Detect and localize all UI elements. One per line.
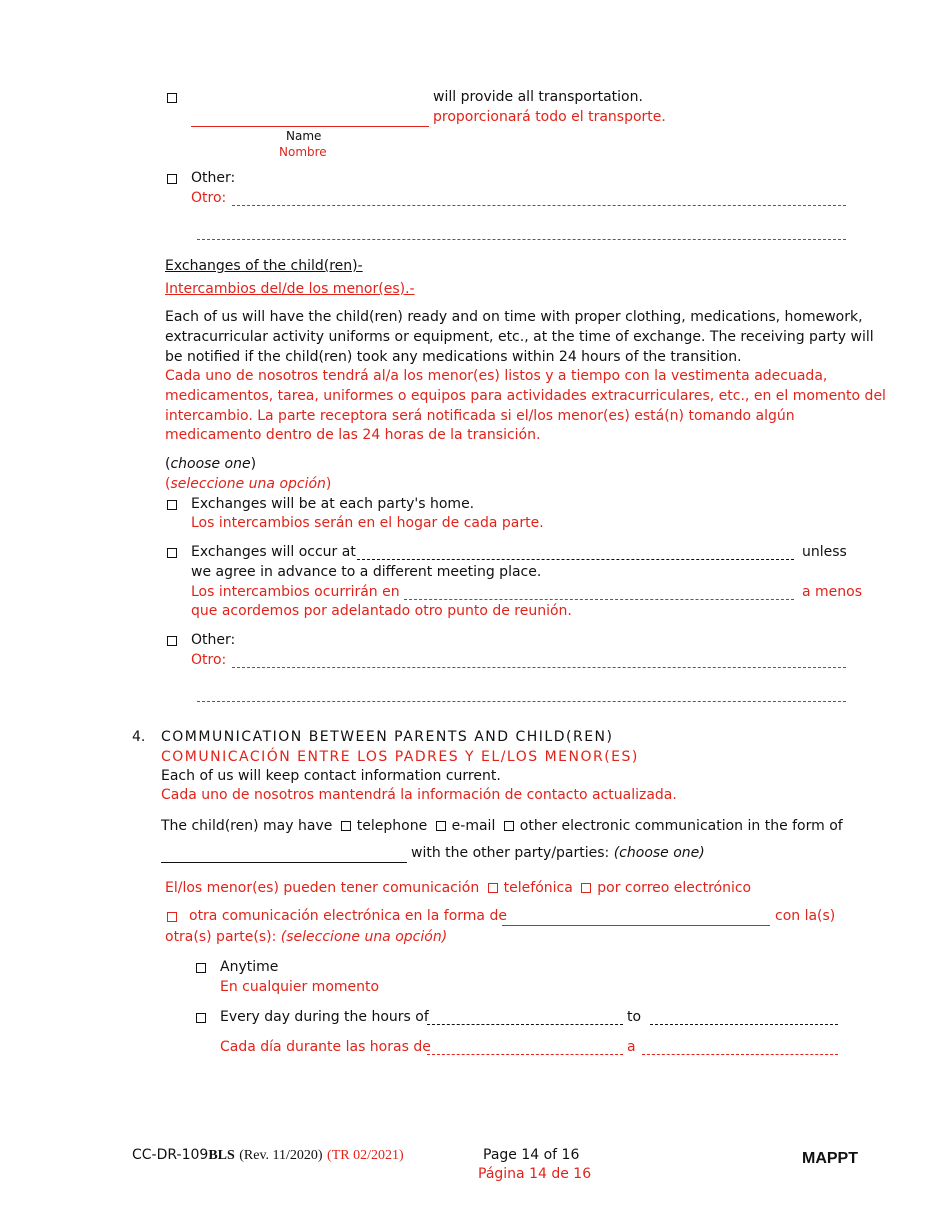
to-label: to bbox=[627, 1009, 642, 1025]
exchange-location-label: Exchanges will occur at bbox=[191, 544, 356, 560]
transport-other-line-2[interactable] bbox=[197, 225, 846, 240]
exchanges-para-es-line: intercambio. La parte receptora será notificada si el/los menor(es) está(n) tomando algún bbox=[165, 408, 795, 424]
transport-other-checkbox[interactable] bbox=[167, 174, 177, 184]
section-title: COMMUNICATION BETWEEN PARENTS AND CHILD(REN) bbox=[161, 729, 614, 745]
a-label: a bbox=[627, 1039, 636, 1055]
exchanges-para-es-line: Cada uno de nosotros tendrá al/a los menor(es) listos y a tiempo con la vestimenta adecuada, bbox=[165, 368, 828, 384]
exchange-unless-es: a menos bbox=[802, 584, 863, 600]
every-day-label-es: Cada día durante las horas de bbox=[220, 1039, 431, 1055]
exchanges-para-line: Each of us will have the child(ren) ready and on time with proper clothing, medications, homework, bbox=[165, 309, 863, 325]
transport-checkbox[interactable] bbox=[167, 93, 177, 103]
hours-to-line[interactable] bbox=[650, 1010, 838, 1025]
transport-other-label-es: Otro: bbox=[191, 190, 227, 206]
email-checkbox[interactable] bbox=[436, 821, 446, 831]
hours-from-line-es[interactable] bbox=[427, 1040, 623, 1055]
every-day-label: Every day during the hours of bbox=[220, 1009, 429, 1025]
exchange-other-checkbox[interactable] bbox=[167, 636, 177, 646]
choose-one-label-es: (seleccione una opción) bbox=[165, 476, 332, 492]
exchange-home-label: Exchanges will be at each party's home. bbox=[191, 496, 475, 512]
exchanges-para-line: be notified if the child(ren) took any medications within 24 hours of the transition. bbox=[165, 349, 742, 365]
hours-to-line-es[interactable] bbox=[642, 1040, 838, 1055]
contact-info-text: Each of us will keep contact information current. bbox=[161, 768, 501, 784]
communication-line: The child(ren) may have telephone e-mail other electronic communication in the form of bbox=[161, 818, 843, 834]
hours-from-line[interactable] bbox=[427, 1010, 623, 1025]
every-day-checkbox[interactable] bbox=[196, 1013, 206, 1023]
page-number-es: Página 14 de 16 bbox=[478, 1166, 592, 1182]
other-electronic-es: otra comunicación electrónica en la forma de bbox=[189, 908, 507, 924]
exchanges-para-es-line: medicamentos, tarea, uniformes o equipos para actividades extracurriculares, etc., en el momento del bbox=[165, 388, 886, 404]
electronic-form-line[interactable] bbox=[161, 846, 407, 863]
otra-partes-es: otra(s) parte(s): (seleccione una opción) bbox=[165, 929, 448, 945]
exchanges-para-line: extracurricular activity uniforms or equipment, etc., at the time of exchange. The receiving party will bbox=[165, 329, 874, 345]
exchange-unless: unless bbox=[802, 544, 847, 560]
form-code: MAPPT bbox=[802, 1150, 858, 1167]
exchange-location-line-es[interactable] bbox=[404, 585, 794, 600]
anytime-checkbox[interactable] bbox=[196, 963, 206, 973]
other-electronic-checkbox[interactable] bbox=[504, 821, 514, 831]
exchange-location-checkbox[interactable] bbox=[167, 548, 177, 558]
transport-name-line[interactable] bbox=[191, 110, 429, 127]
form-id: CC-DR-109BLS (Rev. 11/2020) (TR 02/2021) bbox=[132, 1147, 404, 1163]
telephone-checkbox-es[interactable] bbox=[488, 883, 498, 893]
anytime-label-es: En cualquier momento bbox=[220, 979, 380, 995]
telephone-checkbox[interactable] bbox=[341, 821, 351, 831]
name-label-es: Nombre bbox=[279, 145, 327, 159]
page-number: Page 14 of 16 bbox=[483, 1147, 580, 1163]
exchange-location-line[interactable] bbox=[357, 545, 794, 560]
contact-info-text-es: Cada uno de nosotros mantendrá la información de contacto actualizada. bbox=[161, 787, 677, 803]
exchange-other-line-2[interactable] bbox=[197, 687, 846, 702]
other-electronic-checkbox-es[interactable] bbox=[167, 912, 177, 922]
exchanges-heading-es: Intercambios del/de los menor(es).- bbox=[165, 281, 415, 297]
transport-text-es: proporcionará todo el transporte. bbox=[433, 109, 666, 125]
transport-other-label: Other: bbox=[191, 170, 236, 186]
exchange-location-label-2: we agree in advance to a different meeting place. bbox=[191, 564, 542, 580]
transport-other-line-1[interactable] bbox=[232, 191, 846, 206]
section-title-es: COMUNICACIÓN ENTRE LOS PADRES Y EL/LOS MENOR(ES) bbox=[161, 749, 639, 765]
exchanges-para-es-line: medicamento dentro de las 24 horas de la transición. bbox=[165, 427, 541, 443]
anytime-label: Anytime bbox=[220, 959, 279, 975]
exchange-other-label: Other: bbox=[191, 632, 236, 648]
with-other-party: with the other party/parties: (choose one) bbox=[411, 845, 705, 861]
communication-line-es: El/los menor(es) pueden tener comunicación telefónica por correo electrónico bbox=[165, 880, 752, 896]
exchange-other-line-1[interactable] bbox=[232, 653, 846, 668]
electronic-form-line-es[interactable] bbox=[502, 909, 770, 926]
exchange-home-checkbox[interactable] bbox=[167, 500, 177, 510]
exchange-home-label-es: Los intercambios serán en el hogar de cada parte. bbox=[191, 515, 544, 531]
name-label: Name bbox=[286, 129, 322, 143]
exchange-location-label-es: Los intercambios ocurrirán en bbox=[191, 584, 400, 600]
choose-one-label: (choose one) bbox=[165, 456, 257, 472]
exchanges-heading: Exchanges of the child(ren)- bbox=[165, 258, 363, 274]
con-la-s: con la(s) bbox=[775, 908, 836, 924]
email-checkbox-es[interactable] bbox=[581, 883, 591, 893]
exchange-location-label-es-2: que acordemos por adelantado otro punto de reunión. bbox=[191, 603, 572, 619]
exchange-other-label-es: Otro: bbox=[191, 652, 227, 668]
transport-text: will provide all transportation. bbox=[433, 89, 643, 105]
section-number: 4. bbox=[132, 729, 146, 745]
